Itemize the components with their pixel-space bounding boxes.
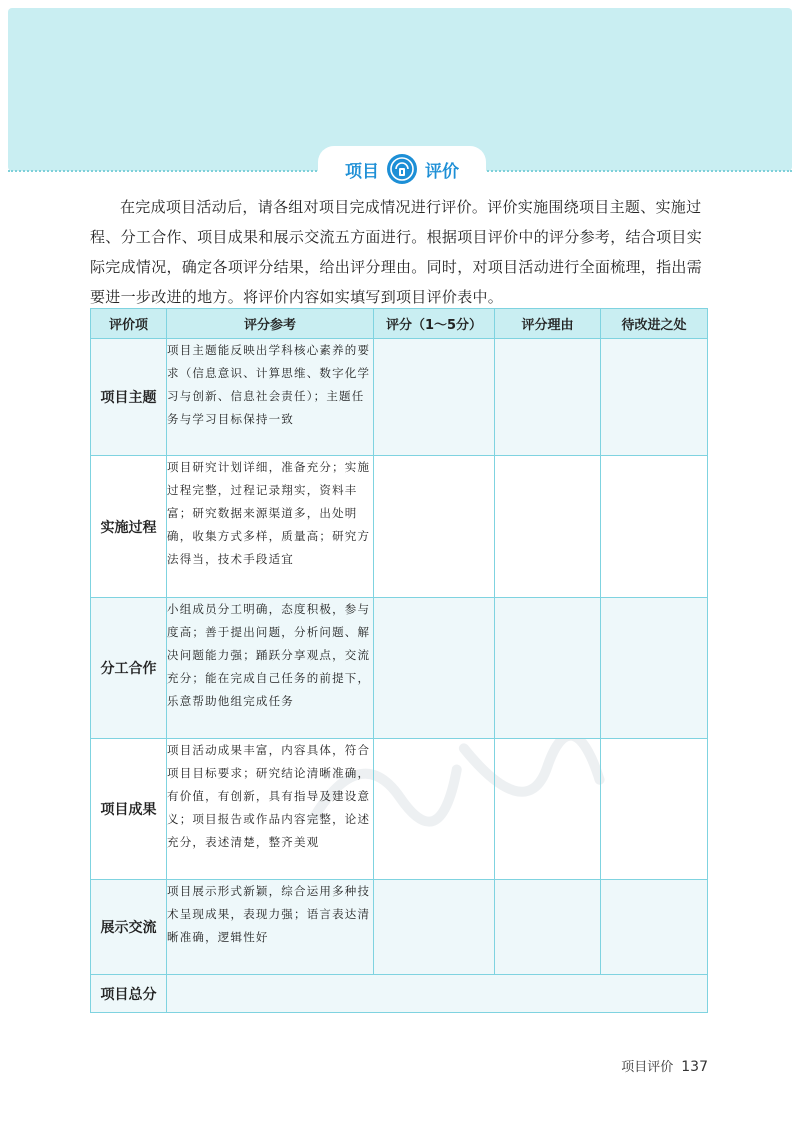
- table-row: [91, 339, 708, 456]
- row-item-label: 项目成果: [91, 739, 167, 880]
- row-reference: 项目展示形式新颖，综合运用多种技术呈现成果，表现力强；语言表达清晰准确，逻辑性好: [167, 880, 374, 975]
- table-row: [91, 739, 708, 880]
- header-improve: 待改进之处: [601, 309, 708, 339]
- row-reference: 项目主题能反映出学科核心素养的要求（信息意识、计算思维、数字化学习与创新、信息社会责任）；主题任务与学习目标保持一致: [167, 339, 374, 456]
- improve-cell[interactable]: [601, 339, 708, 456]
- evaluation-table: [90, 308, 708, 1013]
- header-reference: 评分参考: [167, 309, 374, 339]
- score-cell[interactable]: [374, 739, 495, 880]
- table-row: [91, 598, 708, 739]
- improve-cell[interactable]: [601, 739, 708, 880]
- improve-cell[interactable]: [601, 456, 708, 598]
- badge-icon: [387, 154, 417, 184]
- reason-cell[interactable]: [495, 456, 601, 598]
- header-score: 评分（1～5分）: [374, 309, 495, 339]
- score-cell[interactable]: [374, 456, 495, 598]
- improve-cell[interactable]: [601, 880, 708, 975]
- footer-section-name: 项目评价: [621, 1060, 674, 1075]
- page-number: 137: [681, 1059, 708, 1075]
- reason-cell[interactable]: [495, 739, 601, 880]
- row-reference: 小组成员分工明确，态度积极，参与度高；善于提出问题，分析问题、解决问题能力强；踊跃分享观点，交流充分；能在完成自己任务的前提下，乐意帮助他组完成任务: [167, 598, 374, 739]
- row-reference: 项目研究计划详细，准备充分；实施过程完整，过程记录翔实，资料丰富；研究数据来源渠道多，出处明确，收集方式多样，质量高；研究方法得当，技术手段适宜: [167, 456, 374, 598]
- reason-cell[interactable]: [495, 339, 601, 456]
- total-score-cell[interactable]: [167, 975, 708, 1013]
- row-item-label: 实施过程: [91, 456, 167, 598]
- score-cell[interactable]: [374, 598, 495, 739]
- score-cell[interactable]: [374, 339, 495, 456]
- total-label: 项目总分: [91, 975, 167, 1013]
- table-row: [91, 880, 708, 975]
- score-cell[interactable]: [374, 880, 495, 975]
- intro-paragraph: 在完成项目活动后，请各组对项目完成情况进行评价。评价实施围绕项目主题、实施过程、分工合作、项目成果和展示交流五方面进行。根据项目评价中的评分参考，结合项目实际完成情况，确定各项评分结果，给出评分理由。同时，对项目活动进行全面梳理，指出需要进一步改进的地方。将评价内容如实填写到项目评价表中。: [90, 198, 703, 306]
- reason-cell[interactable]: [495, 598, 601, 739]
- table-row: [91, 456, 708, 598]
- improve-cell[interactable]: [601, 598, 708, 739]
- row-item-label: 分工合作: [91, 598, 167, 739]
- header-item: 评价项: [91, 309, 167, 339]
- row-item-label: 项目主题: [91, 339, 167, 456]
- total-row: [91, 975, 708, 1013]
- header-reason: 评分理由: [495, 309, 601, 339]
- table-header-row: [91, 309, 708, 339]
- section-title-right: 评价: [425, 161, 459, 182]
- row-reference: 项目活动成果丰富，内容具体，符合项目目标要求；研究结论清晰准确，有价值，有创新，具有指导及建设意义；项目报告或作品内容完整，论述充分，表述清楚，整齐美观: [167, 739, 374, 880]
- section-title-left: 项目: [345, 161, 379, 182]
- reason-cell[interactable]: [495, 880, 601, 975]
- section-title: [318, 146, 486, 192]
- page-footer: [621, 1056, 708, 1075]
- row-item-label: 展示交流: [91, 880, 167, 975]
